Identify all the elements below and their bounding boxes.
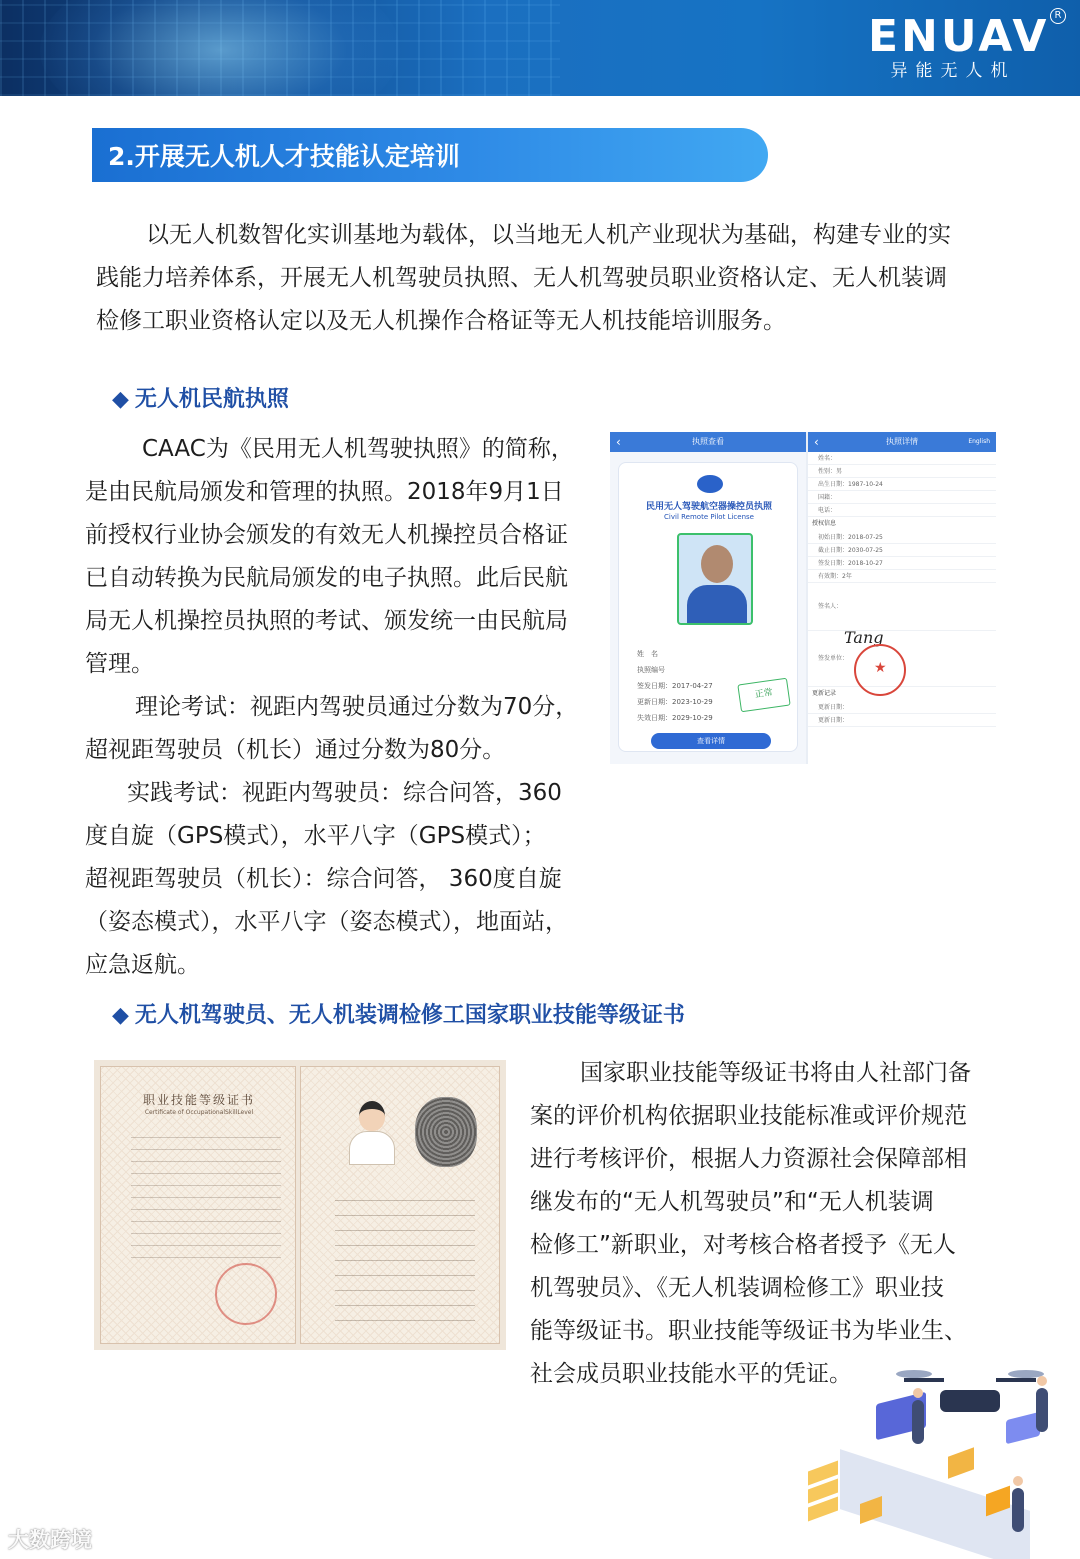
- skill-certificate-image: [94, 1060, 506, 1350]
- caac-emblem-icon: [697, 475, 723, 493]
- theory-line: 理论考试：视距内驾驶员通过分数为70分，: [135, 694, 579, 720]
- license-photo: [677, 533, 753, 625]
- grant-info-section: 授权信息: [812, 520, 837, 527]
- license-issue-date: 签发日期：2017-04-27: [637, 682, 713, 690]
- back-arrow-icon: ‹: [814, 435, 819, 449]
- certificate-title: 职业技能等级证书: [142, 1093, 255, 1107]
- official-seal-icon: ★: [854, 644, 906, 696]
- header-banner: [0, 0, 1080, 96]
- cert-line: 国家职业技能等级证书将由人社部门备: [580, 1060, 971, 1086]
- license-view-panel: [610, 432, 806, 764]
- license-card-title: 民用无人驾驶航空器操控员执照: [645, 502, 772, 512]
- caac-line: 局无人机操控员执照的考试、颁发统一由民航局: [85, 608, 568, 634]
- cert-line: 检修工”新职业，对考核合格者授予《无人: [530, 1232, 956, 1258]
- logo-chinese-name: 异能无人机: [890, 61, 1016, 81]
- caac-line: 前授权行业协会颁发的有效无人机操控员合格证: [85, 522, 568, 548]
- cert-line: 案的评价机构依据职业技能标准或评价规范: [530, 1103, 967, 1129]
- grant-row: 截止日期：2030-07-25: [808, 544, 996, 557]
- subheading-caac: [112, 382, 289, 413]
- monitor-screen-icon: [1006, 1412, 1040, 1444]
- certificate-left-page: [100, 1066, 296, 1344]
- certificate-paragraph: [530, 1052, 992, 1396]
- license-name-label: 姓 名: [637, 650, 658, 658]
- intro-line: 践能力培养体系，开展无人机驾驶员执照、无人机驾驶员职业资格认定、无人机装调: [96, 265, 947, 291]
- english-toggle: English: [968, 438, 990, 445]
- cert-line: 机驾驶员》、《无人机装调检修工》职业技: [530, 1275, 944, 1301]
- license-view-title: 执照查看: [692, 437, 724, 446]
- license-detail-header: [808, 432, 996, 452]
- grant-row: 签发日期：2018-10-27: [808, 557, 996, 570]
- caac-line: 管理。: [85, 651, 154, 677]
- subheading-caac-text: 无人机民航执照: [134, 387, 289, 412]
- update-row: 更新日期：: [808, 714, 996, 727]
- drone-isometric-illustration: [800, 1370, 1070, 1555]
- signature-image: Tang: [844, 628, 884, 647]
- drone-license-screenshot: [610, 432, 996, 764]
- detail-row: 国籍：: [808, 491, 996, 504]
- practice-line: 超视距驾驶员（机长）：综合问答， 360度自旋: [85, 866, 562, 892]
- license-expire-date: 失效日期：2029-10-29: [637, 714, 713, 722]
- caac-line: CAAC为《民用无人机驾驶执照》的简称，: [142, 436, 574, 462]
- certificate-field-lines: [335, 1191, 475, 1326]
- certificate-right-page: [300, 1066, 500, 1344]
- brand-logo: [868, 11, 1050, 86]
- rotor-icon: [896, 1370, 932, 1378]
- intro-paragraph: [96, 214, 992, 343]
- caac-line: 是由民航局颁发和管理的执照。2018年9月1日: [85, 479, 564, 505]
- theory-exam-paragraph: [85, 686, 595, 772]
- person-icon: [912, 1400, 924, 1444]
- license-update-date: 更新日期：2023-10-29: [637, 698, 713, 706]
- issuer-row: 签发单位：: [808, 631, 996, 687]
- banner-glow: [40, 0, 400, 96]
- practice-line: 实践考试：视距内驾驶员：综合问答，360: [127, 780, 562, 806]
- view-details-button: 查看详情: [651, 733, 771, 749]
- update-row: 更新日期：: [808, 701, 996, 714]
- package-box-icon: [948, 1447, 974, 1478]
- caac-paragraph: [85, 428, 595, 686]
- avatar-body-icon: [349, 1131, 395, 1165]
- practice-line: 度自旋（GPS模式），水平八字（GPS模式）；: [85, 823, 546, 849]
- signer-row: 签名人：: [808, 583, 996, 631]
- license-card-subtitle: Civil Remote Pilot License: [664, 513, 754, 521]
- person-icon: [1036, 1388, 1048, 1432]
- detail-row: 出生日期：1987-10-24: [808, 478, 996, 491]
- certificate-text-lines: [131, 1129, 281, 1261]
- detail-row: 电话：: [808, 504, 996, 517]
- caac-line: 已自动转换为民航局颁发的电子执照。此后民航: [85, 565, 568, 591]
- detail-row: 性别：男: [808, 465, 996, 478]
- certificate-subtitle: Certificate of OccupationalSkillLevel: [144, 1109, 254, 1116]
- fingerprint-icon: [415, 1097, 477, 1167]
- avatar-head-icon: [359, 1101, 385, 1131]
- subheading-certificate-text: 无人机驾驶员、无人机装调检修工国家职业技能等级证书: [134, 1003, 685, 1028]
- certificate-seal-icon: [215, 1263, 277, 1325]
- license-detail-title: 执照详情: [886, 437, 918, 446]
- detail-row: 姓名：: [808, 452, 996, 465]
- theory-line: 超视距驾驶员（机长）通过分数为80分。: [85, 737, 506, 763]
- subheading-certificate: [112, 998, 685, 1029]
- watermark-text: 大数跨境: [8, 1528, 92, 1552]
- diamond-bullet-icon: ◆: [112, 1003, 129, 1028]
- cert-line: 社会成员职业技能水平的凭证。: [530, 1361, 852, 1387]
- drone-icon: [940, 1390, 1000, 1412]
- practice-exam-paragraph: [85, 772, 605, 987]
- grant-row: 有效期：2年: [808, 570, 996, 583]
- cert-line: 能等级证书。职业技能等级证书为毕业生、: [530, 1318, 967, 1344]
- license-view-header: [610, 432, 806, 452]
- practice-line: （姿态模式），水平八字（姿态模式），地面站，: [85, 909, 568, 935]
- license-detail-panel: [808, 432, 996, 764]
- practice-line: 应急返航。: [85, 952, 200, 978]
- person-icon: [1012, 1488, 1024, 1532]
- cert-line: 进行考核评价，根据人力资源社会保障部相: [530, 1146, 967, 1172]
- photo-body: [687, 585, 747, 625]
- photo-head: [701, 545, 733, 583]
- intro-line: 以无人机数智化实训基地为载体，以当地无人机产业现状为基础，构建专业的实: [146, 222, 951, 248]
- update-record-section: 更新记录: [812, 690, 837, 697]
- intro-line: 检修工职业资格认定以及无人机操作合格证等无人机技能培训服务。: [96, 308, 786, 334]
- license-card: [618, 462, 798, 752]
- license-id-label: 执照编号: [637, 666, 665, 674]
- section-title-bar: [92, 128, 768, 182]
- section-title: 2.开展无人机人才技能认定培训: [108, 142, 460, 171]
- registered-mark-icon: R: [1050, 8, 1066, 24]
- drone-arm: [904, 1378, 944, 1382]
- logo-wordmark: ENUAV: [868, 11, 1050, 62]
- grant-row: 初始日期：2018-07-25: [808, 531, 996, 544]
- cert-line: 继发布的“无人机驾驶员”和“无人机装调: [530, 1189, 934, 1215]
- back-arrow-icon: ‹: [616, 435, 621, 449]
- diamond-bullet-icon: ◆: [112, 387, 129, 412]
- license-status-stamp: 正常: [737, 678, 790, 713]
- drone-arm: [996, 1378, 1036, 1382]
